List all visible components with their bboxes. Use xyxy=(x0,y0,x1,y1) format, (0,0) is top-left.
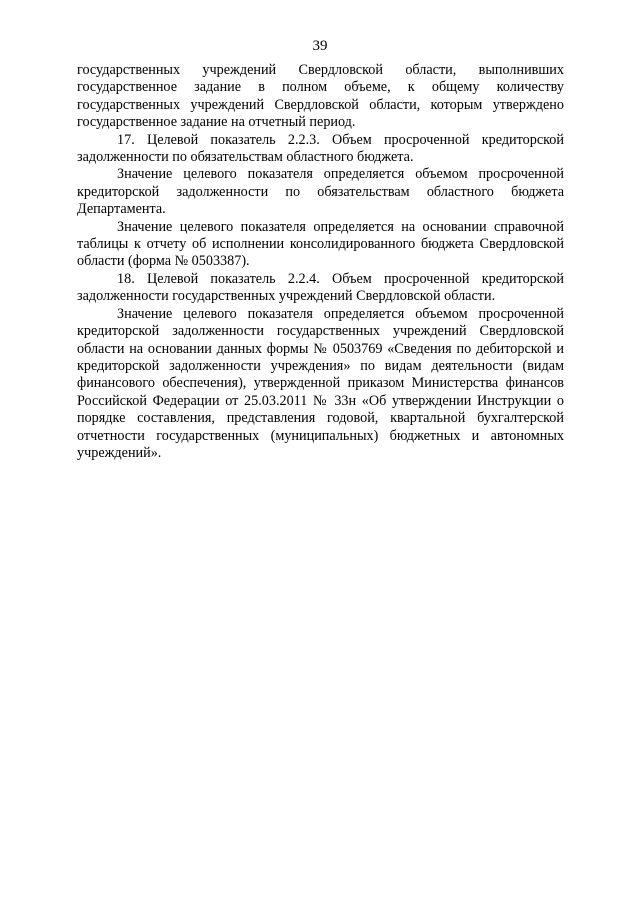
paragraph-continuation: государственных учреждений Свердловской области, выполнивших государственное задание в полном объеме, к общему количеству государственных учреждений Свердловской области, которым утверждено государственное задание на отчетный период. xyxy=(77,62,564,131)
paragraph-indicator-2-2-3-source: Значение целевого показателя определяется на основании справочной таблицы к отчету об исполнении консолидированного бюджета Свердловской области (форма № 0503387). xyxy=(77,218,564,270)
paragraph-indicator-2-2-3-value: Значение целевого показателя определяется объемом просроченной кредиторской задолженности по обязательствам областного бюджета Департамента. xyxy=(77,166,564,218)
paragraph-indicator-2-2-4-value: Значение целевого показателя определяется объемом просроченной кредиторской задолженности государственных учреждений Свердловской области на основании данных формы № 0503769 «Сведения по дебиторской и кредиторской задолженности учреждения» по видам деятельности (видам финансового обеспечения), утвержденной приказом Министерства финансов Российской Федерации от 25.03.2011 № 33н «Об утверждении Инструкции о порядке составления, представления годовой, квартальной бухгалтерской отчетности государственных (муниципальных) бюджетных и автономных учреждений». xyxy=(77,305,564,461)
page-number: 39 xyxy=(312,38,328,54)
paragraph-indicator-2-2-4: 18. Целевой показатель 2.2.4. Объем просроченной кредиторской задолженности государственных учреждений Свердловской области. xyxy=(77,270,564,305)
document-body xyxy=(77,62,564,462)
paragraph-indicator-2-2-3: 17. Целевой показатель 2.2.3. Объем просроченной кредиторской задолженности по обязательствам областного бюджета. xyxy=(77,131,564,166)
